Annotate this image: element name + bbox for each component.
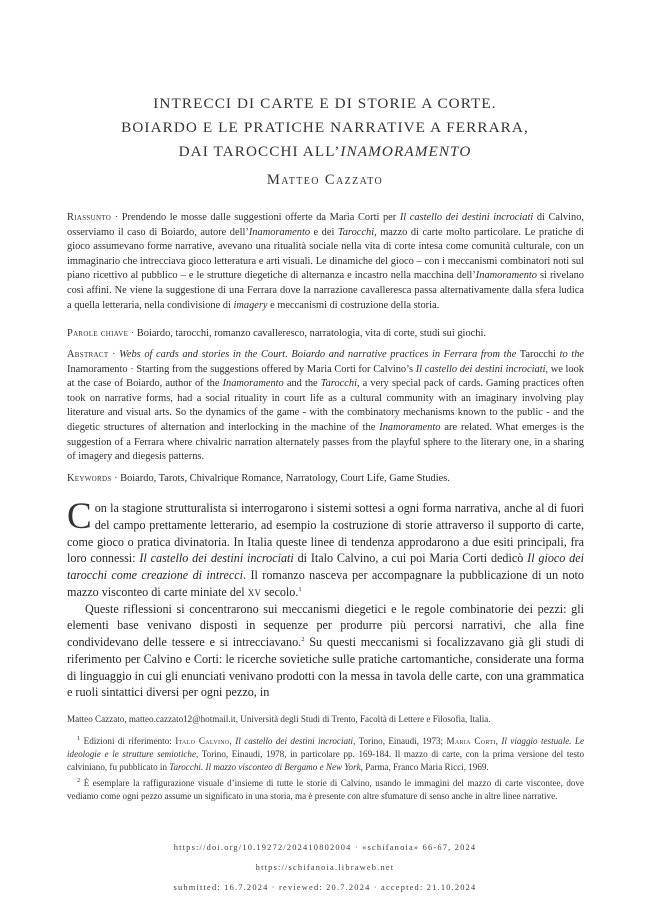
keywords: Keywords · Boiardo, Tarots, Chivalrique Romance, Narratology, Court Life, Game Studies.: [67, 473, 450, 484]
footnote-ref-2[interactable]: 2: [301, 635, 305, 643]
doi-line[interactable]: https://doi.org/10.19272/202410802004 · «schifanoia» 66-67, 2024: [173, 843, 477, 852]
abstract-label: Abstract: [67, 349, 109, 360]
footnote-1: $^1$ Edizioni di riferimento: Italo Calvino, Il castello dei destini incrociati, Torino, Einaudi, 1973; Maria Corti, Il viaggio testuale. Le ideologie e le strutture semiotiche, Torino, Einaudi, 1978, in particolare pp. 169-184. Il mazzo di carte, con la prima versione del testo calviniano, fu pubblicato in Tarocchi. Il mazzo visconteo di Bergamo e New York, Parma, Franco Maria Ricci, 1969.: [67, 734, 585, 772]
journal-url[interactable]: https://schifanoia.libraweb.net: [255, 863, 395, 872]
drop-cap: C: [67, 496, 92, 537]
riassunto-paragraph: Riassunto · Prendendo le mosse dalle suggestioni offerte da Maria Corti per Il castello dei destini incrociati di Calvino, osserviamo il caso di Boiardo, autore dell’Inamoramento e dei Tarocchi, mazzo di carte molto particolare. Le pratiche di gioco assumevano forme narrative, avevano una ritualità sociale nella vita di corte intesa come comunità culturale, con un immaginario che intrecciava gioco letteratura e arti visuali. Le dinamiche del gioco – con i meccanismi combinatori noti sul piano ricettivo al pubblico – e le strutture diegetiche di alternanza e incastro nella macchina dell’Inamoramento si rivelano così affini. Ne viene la suggestione di una Ferrara dove la narrazione cavalleresca passa alternativamente dalla sfera ludica a quella letteraria, nella condivisione di imagery e meccanismi di costruzione della storia.: [67, 212, 585, 311]
footnote-ref-1[interactable]: 1: [298, 585, 302, 593]
author-name: Matteo Cazzato: [266, 172, 384, 188]
title-line-3: DAI TAROCCHI ALL’INAMORAMENTO: [178, 143, 472, 160]
body-paragraph-1: Con la stagione strutturalista si interrogarono i sistemi sottesi a ogni forma narrativa, anche al di fuori del campo prettamente letterario, ad esempio la costruzione di storie attraverso il supporto di carte, come gioco o pratica divinatoria. In Italia queste linee di tendenza approdarono a due esiti principali, fra loro connessi: Il castello dei destini incrociati di Italo Calvino, a cui poi Maria Corti dedicò Il gioco dei tarocchi come creazione di intrecci. Il romanzo nasceva per accompagnare la pubblicazione di un noto mazzo visconteo di carte miniate del xv secolo.$^1$: [67, 496, 585, 599]
title-line-1: INTRECCI DI CARTE E DI STORIE A CORTE.: [153, 95, 497, 112]
footnote-2: $^2$ È esemplare la raffigurazione visuale d’insieme di tutte le storie di Calvino, usando le immagini del mazzo di carte viscontee, dove vediamo come ogni pezzo assume un significato in una storia, ma è presente con altre sfumature di senso anche in altre linee narrative.: [67, 776, 584, 801]
keywords-label: Keywords: [67, 473, 112, 484]
parole-chiave: Parole chiave · Boiardo, tarocchi, romanzo cavalleresco, narratologia, vita di corte, studi sui giochi.: [67, 328, 486, 339]
body-text: [67, 496, 585, 701]
riassunto-label: Riassunto: [67, 212, 112, 223]
body-paragraph-2: Queste riflessioni si concentrarono sui meccanismi diegetici e le regole combinatorie dei pezzi: gli elementi base venivano disposti in sequenze per produrre più percorsi narrativi, che alla fine condividevano delle tessere e si intrecciavano.$^2$ Su questi meccanismi si focalizzavano già gli studi di riferimento per Calvino e Corti: le ricerche sovietiche sulle pratiche cartomantiche, considerate una forma di linguaggio in cui gli enunciati venivano prodotti con la messa in tavola delle carte, con una grammatica e ruoli sintattici diversi per ogni pezzo, in: [67, 601, 584, 700]
submission-dates: submitted: 16.7.2024 · reviewed: 20.7.2024 · accepted: 21.10.2024: [173, 883, 477, 892]
footnotes: [67, 713, 584, 805]
abstract-paragraph: Abstract · Webs of cards and stories in the Court. Boiardo and narrative practices in Ferrara from the Tarocchi to the Inamoramento · Starting from the suggestions offered by Maria Corti for Calvino’s Il castello dei destini incrociati, we look at the case of Boiardo, author of the Inamoramento and the Tarocchi, a very special pack of cards. Gaming practices often took on narrative forms, had a social rituality in court life as a cultural community with an imaginary involving play literature and visual arts. So the dynamics of the game - with the combinatory mechanisms known to the public - and the diegetic structures of alternation and interlocking in the machine of the Inamoramento are related. What emerges is the suggestion of a Ferrara where chivalric narration alternately passes from the playful sphere to the literary one, in a sharing of imagery and diegesis patterns.: [67, 349, 584, 463]
title-line-2: BOIARDO E LE PRATICHE NARRATIVE A FERRARA,: [121, 119, 529, 136]
author-affiliation: Matteo Cazzato, matteo.cazzato12@hotmail.it, Università degli Studi di Trento, Facoltà di Lettere e Filosofia, Italia.: [67, 714, 491, 724]
article-title: [40, 92, 610, 164]
parole-chiave-label: Parole chiave: [67, 328, 129, 339]
